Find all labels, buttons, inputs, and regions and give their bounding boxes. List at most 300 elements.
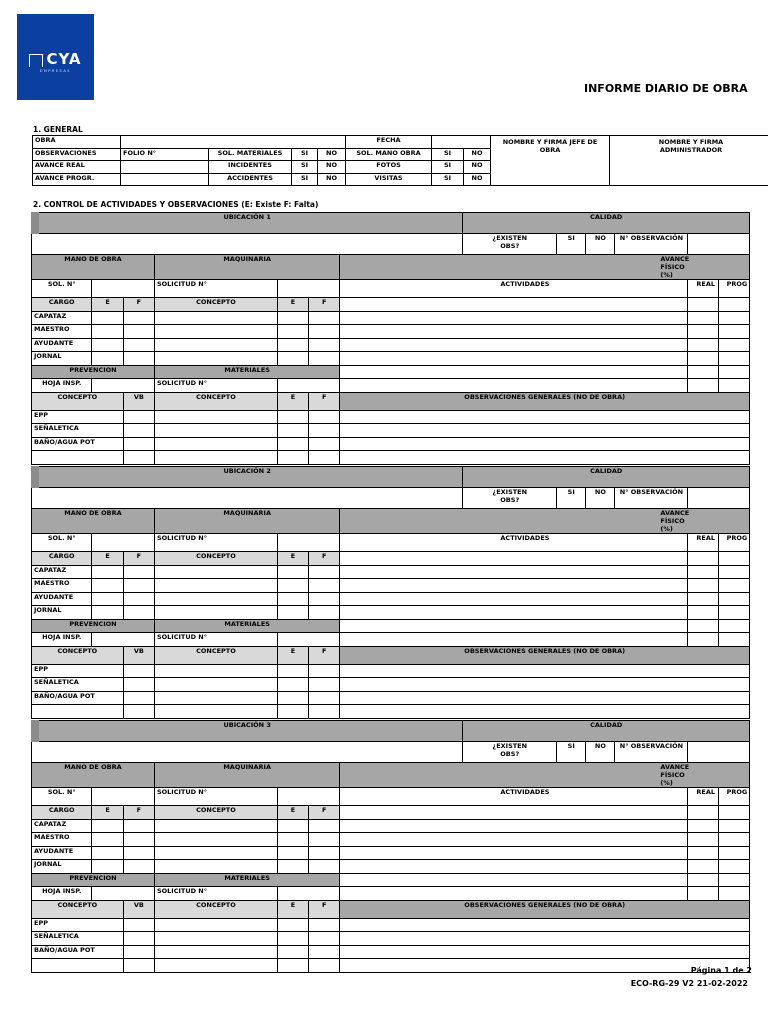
- prog-field[interactable]: [718, 887, 749, 901]
- concepto-field[interactable]: [154, 424, 277, 438]
- ubicacion-title: UBICACIÓN 1: [32, 213, 463, 234]
- concepto-e-field[interactable]: [277, 846, 308, 860]
- concepto-field[interactable]: [154, 932, 277, 946]
- concepto-e-field[interactable]: [277, 945, 308, 959]
- real-field[interactable]: [688, 806, 718, 820]
- real-field[interactable]: [688, 846, 718, 860]
- real-field[interactable]: [688, 579, 718, 593]
- concepto-field[interactable]: [154, 945, 277, 959]
- incidentes-label: INCIDENTES: [209, 161, 292, 174]
- cargo-label: JORNAL: [32, 606, 92, 620]
- concepto-e-field[interactable]: [277, 606, 308, 620]
- prog-field[interactable]: [718, 338, 749, 352]
- cargo-label: CAPATAZ: [32, 311, 92, 325]
- cargo-f-field[interactable]: [123, 606, 154, 620]
- obs-generales-header: OBSERVACIONES GENERALES (NO DE OBRA): [340, 900, 750, 918]
- f-header: F: [309, 552, 340, 566]
- existen-obs-si[interactable]: SI: [557, 488, 586, 509]
- vb-field[interactable]: [123, 437, 154, 451]
- concepto-e-field[interactable]: [277, 437, 308, 451]
- real-field[interactable]: [688, 311, 718, 325]
- incidentes-si[interactable]: SI: [292, 161, 318, 174]
- f-header: F: [309, 646, 340, 664]
- prog-field[interactable]: [718, 579, 749, 593]
- actividad-field[interactable]: [340, 552, 688, 566]
- cargo-e-field[interactable]: [92, 819, 123, 833]
- prog-field[interactable]: [718, 819, 749, 833]
- vb-field[interactable]: [123, 932, 154, 946]
- concepto-field[interactable]: [154, 338, 277, 352]
- cargo-label: AYUDANTE: [32, 846, 92, 860]
- vb-field[interactable]: [123, 451, 154, 465]
- visitas-si[interactable]: SI: [432, 173, 464, 186]
- sol-n-field[interactable]: [92, 534, 155, 552]
- prevencion-item-label: EPP: [32, 918, 124, 932]
- sol-mano-obra-no[interactable]: NO: [464, 148, 491, 161]
- obs-generales-field[interactable]: [340, 424, 750, 438]
- concepto-e-field[interactable]: [277, 664, 308, 678]
- obs-generales-field[interactable]: [340, 451, 750, 465]
- concepto-f-field[interactable]: [309, 819, 340, 833]
- vb-field[interactable]: [123, 959, 154, 973]
- concepto-f-field[interactable]: [309, 565, 340, 579]
- actividad-field[interactable]: [340, 579, 688, 593]
- obs-generales-field[interactable]: [340, 664, 750, 678]
- vb-header: VB: [123, 900, 154, 918]
- hoja-insp-field[interactable]: [92, 887, 155, 901]
- accidentes-label: ACCIDENTES: [209, 173, 292, 186]
- solicitud-n-field[interactable]: [277, 788, 340, 806]
- prevencion-item-label: SEÑALETICA: [32, 932, 124, 946]
- actividad-field[interactable]: [340, 592, 688, 606]
- e-header: E: [277, 806, 308, 820]
- prevencion-item-field[interactable]: [32, 451, 124, 465]
- actividad-field[interactable]: [340, 633, 688, 647]
- obs-generales-header: OBSERVACIONES GENERALES (NO DE OBRA): [340, 646, 750, 664]
- cargo-label: MAESTRO: [32, 325, 92, 339]
- cargo-f-field[interactable]: [123, 592, 154, 606]
- concepto-e-field[interactable]: [277, 325, 308, 339]
- cargo-label: JORNAL: [32, 352, 92, 366]
- cargo-e-field[interactable]: [92, 325, 123, 339]
- f-header: F: [309, 806, 340, 820]
- cargo-e-field[interactable]: [92, 338, 123, 352]
- concepto-f-field[interactable]: [309, 860, 340, 874]
- concepto-e-field[interactable]: [277, 705, 308, 719]
- cargo-e-field[interactable]: [92, 311, 123, 325]
- n-observacion-field[interactable]: [688, 234, 750, 255]
- ubicacion-field[interactable]: [32, 742, 463, 763]
- real-field[interactable]: [688, 565, 718, 579]
- ubicacion-block-3: [31, 720, 750, 973]
- ubicacion-field[interactable]: [32, 488, 463, 509]
- cargo-f-field[interactable]: [123, 579, 154, 593]
- concepto-f-field[interactable]: [309, 424, 340, 438]
- avance-real-field[interactable]: [121, 161, 209, 174]
- cargo-e-field[interactable]: [92, 860, 123, 874]
- concepto-f-field[interactable]: [309, 325, 340, 339]
- concepto-field[interactable]: [154, 451, 277, 465]
- ubicacion-field[interactable]: [32, 234, 463, 255]
- concepto-field[interactable]: [154, 437, 277, 451]
- prog-label: PROG: [718, 280, 749, 298]
- concepto-e-field[interactable]: [277, 338, 308, 352]
- concepto-e-field[interactable]: [277, 565, 308, 579]
- concepto-field[interactable]: [154, 918, 277, 932]
- existen-obs-no[interactable]: NO: [586, 234, 615, 255]
- real-field[interactable]: [688, 860, 718, 874]
- concepto-e-field[interactable]: [277, 424, 308, 438]
- actividad-field[interactable]: [340, 379, 688, 393]
- vb-field[interactable]: [123, 664, 154, 678]
- obs-generales-field[interactable]: [340, 410, 750, 424]
- concepto-f-field[interactable]: [309, 846, 340, 860]
- actividad-field[interactable]: [340, 833, 688, 847]
- prog-field[interactable]: [718, 552, 749, 566]
- concepto-f-field[interactable]: [309, 451, 340, 465]
- ubicacion-block: [31, 212, 750, 465]
- concepto-f-field[interactable]: [309, 352, 340, 366]
- existen-obs-no[interactable]: NO: [586, 488, 615, 509]
- real-field[interactable]: [688, 298, 718, 312]
- materiales-header: MATERIALES: [154, 365, 339, 379]
- prog-field[interactable]: [718, 606, 749, 620]
- company-logo: [17, 14, 94, 100]
- solicitud-n-field[interactable]: [277, 633, 340, 647]
- ubicacion-block-1: [31, 212, 750, 465]
- e-header: E: [277, 646, 308, 664]
- concepto-e-field[interactable]: [277, 311, 308, 325]
- actividad-field[interactable]: [340, 873, 688, 887]
- concepto-e-field[interactable]: [277, 410, 308, 424]
- concepto-f-field[interactable]: [309, 437, 340, 451]
- concepto-field[interactable]: [154, 410, 277, 424]
- actividad-field[interactable]: [340, 365, 688, 379]
- concepto-field[interactable]: [154, 664, 277, 678]
- existen-obs-si[interactable]: SI: [557, 742, 586, 763]
- concepto-f-field[interactable]: [309, 959, 340, 973]
- cargo-f-field[interactable]: [123, 338, 154, 352]
- solicitud-n-field[interactable]: [277, 280, 340, 298]
- actividad-field[interactable]: [340, 352, 688, 366]
- real-field[interactable]: [688, 552, 718, 566]
- prog-label: PROG: [718, 534, 749, 552]
- vb-field[interactable]: [123, 691, 154, 705]
- prog-field[interactable]: [718, 365, 749, 379]
- cargo-f-field[interactable]: [123, 325, 154, 339]
- prog-field[interactable]: [718, 592, 749, 606]
- section-accent-bar: [31, 720, 39, 742]
- actividad-field[interactable]: [340, 311, 688, 325]
- real-field[interactable]: [688, 365, 718, 379]
- concepto-e-field[interactable]: [277, 959, 308, 973]
- concepto-e-field[interactable]: [277, 819, 308, 833]
- sol-materiales-si[interactable]: SI: [292, 148, 318, 161]
- sol-n-label: SOL. N°: [32, 788, 92, 806]
- actividad-field[interactable]: [340, 606, 688, 620]
- prog-field[interactable]: [718, 806, 749, 820]
- real-field[interactable]: [688, 352, 718, 366]
- actividad-field[interactable]: [340, 338, 688, 352]
- fotos-si[interactable]: SI: [432, 161, 464, 174]
- vb-field[interactable]: [123, 705, 154, 719]
- prog-field[interactable]: [718, 873, 749, 887]
- real-field[interactable]: [688, 338, 718, 352]
- hoja-insp-field[interactable]: [92, 633, 155, 647]
- concepto-f-field[interactable]: [309, 579, 340, 593]
- actividades-label: ACTIVIDADES: [340, 788, 688, 806]
- concepto-field[interactable]: [154, 592, 277, 606]
- concepto-e-field[interactable]: [277, 932, 308, 946]
- avance-real-label: AVANCE REAL: [33, 161, 121, 174]
- cargo-e-field[interactable]: [92, 579, 123, 593]
- real-label: REAL: [688, 788, 718, 806]
- concepto-f-field[interactable]: [309, 945, 340, 959]
- concepto-f-field[interactable]: [309, 691, 340, 705]
- concepto-f-field[interactable]: [309, 664, 340, 678]
- concepto-field[interactable]: [154, 705, 277, 719]
- concepto-field[interactable]: [154, 691, 277, 705]
- f-header: F: [309, 900, 340, 918]
- prevencion-item-field[interactable]: [32, 959, 124, 973]
- concepto-e-field[interactable]: [277, 691, 308, 705]
- cargo-label: MAESTRO: [32, 833, 92, 847]
- real-field[interactable]: [688, 606, 718, 620]
- prog-field[interactable]: [718, 325, 749, 339]
- actividad-field[interactable]: [340, 860, 688, 874]
- cargo-e-field[interactable]: [92, 565, 123, 579]
- concepto-header: CONCEPTO: [32, 900, 124, 918]
- real-field[interactable]: [688, 619, 718, 633]
- real-field[interactable]: [688, 379, 718, 393]
- concepto-field[interactable]: [154, 819, 277, 833]
- cargo-label: AYUDANTE: [32, 338, 92, 352]
- existen-obs-label: ¿EXISTEN OBS?: [463, 742, 557, 763]
- ubicacion-title: UBICACIÓN 2: [32, 467, 463, 488]
- concepto-f-field[interactable]: [309, 592, 340, 606]
- prevencion-header: PREVENCION: [32, 619, 155, 633]
- vb-field[interactable]: [123, 945, 154, 959]
- cargo-f-field[interactable]: [123, 311, 154, 325]
- real-field[interactable]: [688, 819, 718, 833]
- prevencion-item-label: BAÑO/AGUA POT: [32, 437, 124, 451]
- prevencion-item-label: EPP: [32, 410, 124, 424]
- prevencion-item-label: SEÑALETICA: [32, 678, 124, 692]
- concepto-field[interactable]: [154, 959, 277, 973]
- concepto-field[interactable]: [154, 860, 277, 874]
- cargo-f-field[interactable]: [123, 352, 154, 366]
- avance-progr-field[interactable]: [121, 173, 209, 186]
- concepto-f-field[interactable]: [309, 705, 340, 719]
- cargo-f-field[interactable]: [123, 860, 154, 874]
- obs-generales-field[interactable]: [340, 932, 750, 946]
- cargo-e-field[interactable]: [92, 592, 123, 606]
- prog-field[interactable]: [718, 846, 749, 860]
- hoja-insp-field[interactable]: [92, 379, 155, 393]
- concepto-e-field[interactable]: [277, 451, 308, 465]
- existen-obs-label: ¿EXISTEN OBS?: [463, 234, 557, 255]
- solicitud-n-field[interactable]: [277, 379, 340, 393]
- n-observacion-field[interactable]: [688, 488, 750, 509]
- cargo-f-field[interactable]: [123, 819, 154, 833]
- concepto-field[interactable]: [154, 678, 277, 692]
- incidentes-no[interactable]: NO: [318, 161, 346, 174]
- concepto-f-field[interactable]: [309, 410, 340, 424]
- concepto-header: CONCEPTO: [154, 646, 277, 664]
- fotos-label: FOTOS: [346, 161, 432, 174]
- obra-field[interactable]: [121, 136, 346, 149]
- prog-field[interactable]: [718, 633, 749, 647]
- vb-field[interactable]: [123, 918, 154, 932]
- prevencion-item-label: SEÑALETICA: [32, 424, 124, 438]
- real-field[interactable]: [688, 633, 718, 647]
- cargo-e-field[interactable]: [92, 833, 123, 847]
- sol-n-label: SOL. N°: [32, 280, 92, 298]
- vb-field[interactable]: [123, 424, 154, 438]
- actividad-field[interactable]: [340, 819, 688, 833]
- concepto-field[interactable]: [154, 846, 277, 860]
- firma-admin-label: NOMBRE Y FIRMA ADMINISTRADOR: [610, 136, 768, 186]
- concepto-e-field[interactable]: [277, 579, 308, 593]
- prog-field[interactable]: [718, 860, 749, 874]
- concepto-field[interactable]: [154, 565, 277, 579]
- concepto-e-field[interactable]: [277, 592, 308, 606]
- actividad-field[interactable]: [340, 325, 688, 339]
- firma-jefe-label: NOMBRE Y FIRMA JEFE DE OBRA: [491, 136, 610, 186]
- prog-field[interactable]: [718, 352, 749, 366]
- actividad-field[interactable]: [340, 887, 688, 901]
- actividad-field[interactable]: [340, 846, 688, 860]
- prog-field[interactable]: [718, 298, 749, 312]
- obs-generales-field[interactable]: [340, 678, 750, 692]
- avance-fisico-header: AVANCE FÍSICO (%): [340, 509, 750, 534]
- accidentes-si[interactable]: SI: [292, 173, 318, 186]
- existen-obs-si[interactable]: SI: [557, 234, 586, 255]
- concepto-field[interactable]: [154, 352, 277, 366]
- logo-subtext: EMPRESAS: [40, 68, 71, 73]
- concepto-e-field[interactable]: [277, 678, 308, 692]
- f-header: F: [309, 298, 340, 312]
- f-header: F: [123, 806, 154, 820]
- prog-field[interactable]: [718, 619, 749, 633]
- obs-generales-field[interactable]: [340, 959, 750, 973]
- concepto-f-field[interactable]: [309, 932, 340, 946]
- obs-generales-field[interactable]: [340, 437, 750, 451]
- prevencion-item-label: EPP: [32, 664, 124, 678]
- existen-obs-no[interactable]: NO: [586, 742, 615, 763]
- concepto-f-field[interactable]: [309, 311, 340, 325]
- sol-n-field[interactable]: [92, 280, 155, 298]
- real-field[interactable]: [688, 873, 718, 887]
- sol-n-field[interactable]: [92, 788, 155, 806]
- cargo-f-field[interactable]: [123, 565, 154, 579]
- real-field[interactable]: [688, 592, 718, 606]
- e-header: E: [92, 552, 123, 566]
- e-header: E: [277, 900, 308, 918]
- concepto-f-field[interactable]: [309, 678, 340, 692]
- prog-field[interactable]: [718, 833, 749, 847]
- cargo-e-field[interactable]: [92, 606, 123, 620]
- avance-progr-label: AVANCE PROGR.: [33, 173, 121, 186]
- solicitud-n-label: SOLICITUD N°: [154, 280, 277, 298]
- fotos-no[interactable]: NO: [464, 161, 491, 174]
- concepto-e-field[interactable]: [277, 918, 308, 932]
- fecha-field[interactable]: [432, 136, 491, 149]
- vb-field[interactable]: [123, 678, 154, 692]
- ubicacion-block: [31, 720, 750, 973]
- sol-n-label: SOL. N°: [32, 534, 92, 552]
- concepto-field[interactable]: [154, 833, 277, 847]
- obra-label: OBRA: [33, 136, 121, 149]
- visitas-no[interactable]: NO: [464, 173, 491, 186]
- cargo-label: MAESTRO: [32, 579, 92, 593]
- cargo-header: CARGO: [32, 552, 92, 566]
- avance-fisico-header: AVANCE FÍSICO (%): [340, 763, 750, 788]
- actividad-field[interactable]: [340, 619, 688, 633]
- concepto-e-field[interactable]: [277, 352, 308, 366]
- sol-mano-obra-si[interactable]: SI: [432, 148, 464, 161]
- concepto-e-field[interactable]: [277, 833, 308, 847]
- prevencion-item-field[interactable]: [32, 705, 124, 719]
- real-field[interactable]: [688, 325, 718, 339]
- cargo-f-field[interactable]: [123, 833, 154, 847]
- concepto-header: CONCEPTO: [154, 552, 277, 566]
- concepto-field[interactable]: [154, 325, 277, 339]
- cargo-f-field[interactable]: [123, 846, 154, 860]
- sol-mano-obra-label: SOL. MANO OBRA: [346, 148, 432, 161]
- concepto-f-field[interactable]: [309, 338, 340, 352]
- n-observacion-field[interactable]: [688, 742, 750, 763]
- materiales-header: MATERIALES: [154, 619, 339, 633]
- section-accent-bar: [31, 466, 39, 488]
- fecha-label: FECHA: [346, 136, 432, 149]
- actividad-field[interactable]: [340, 806, 688, 820]
- prog-field[interactable]: [718, 311, 749, 325]
- cargo-e-field[interactable]: [92, 846, 123, 860]
- building-icon: [29, 49, 82, 68]
- sol-materiales-no[interactable]: NO: [318, 148, 346, 161]
- obs-generales-field[interactable]: [340, 705, 750, 719]
- obs-generales-field[interactable]: [340, 945, 750, 959]
- concepto-header: CONCEPTO: [32, 392, 124, 410]
- vb-field[interactable]: [123, 410, 154, 424]
- mano-de-obra-header: MANO DE OBRA: [32, 255, 155, 280]
- cargo-e-field[interactable]: [92, 352, 123, 366]
- concepto-e-field[interactable]: [277, 860, 308, 874]
- actividad-field[interactable]: [340, 565, 688, 579]
- actividad-field[interactable]: [340, 298, 688, 312]
- accidentes-no[interactable]: NO: [318, 173, 346, 186]
- concepto-f-field[interactable]: [309, 833, 340, 847]
- concepto-f-field[interactable]: [309, 606, 340, 620]
- real-field[interactable]: [688, 833, 718, 847]
- prog-field[interactable]: [718, 565, 749, 579]
- e-header: E: [277, 552, 308, 566]
- real-field[interactable]: [688, 887, 718, 901]
- prevencion-header: PREVENCION: [32, 873, 155, 887]
- prog-field[interactable]: [718, 379, 749, 393]
- obs-generales-field[interactable]: [340, 918, 750, 932]
- solicitud-n-field[interactable]: [277, 887, 340, 901]
- obs-generales-field[interactable]: [340, 691, 750, 705]
- concepto-field[interactable]: [154, 579, 277, 593]
- mano-de-obra-header: MANO DE OBRA: [32, 509, 155, 534]
- solicitud-n-field[interactable]: [277, 534, 340, 552]
- concepto-field[interactable]: [154, 606, 277, 620]
- concepto-header: CONCEPTO: [154, 392, 277, 410]
- concepto-field[interactable]: [154, 311, 277, 325]
- concepto-f-field[interactable]: [309, 918, 340, 932]
